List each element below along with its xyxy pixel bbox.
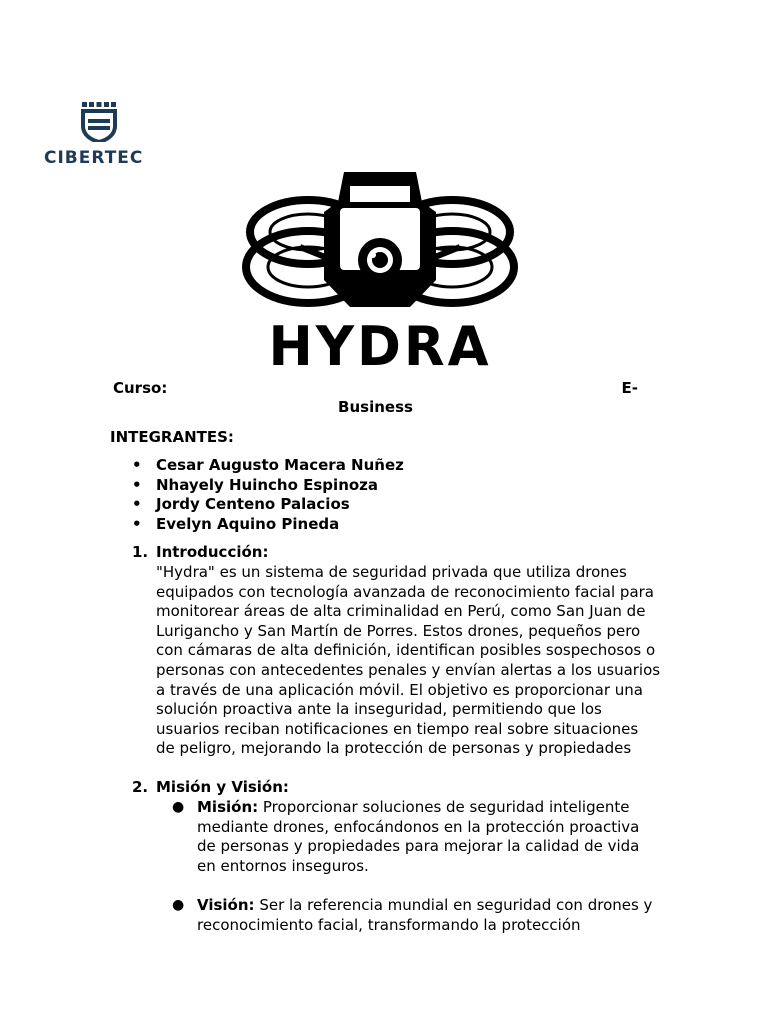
intro-paragraph: "Hydra" es un sistema de seguridad privada que utiliza drones equipados con tecnología avanzada de reconocimiento facial para monitorear áreas de alta criminalidad en Perú, como San Juan de Lurigancho y San Martín de Porres. Estos drones, pequeños pero con cámaras de alta definición, identifican posibles sospechosos o personas con antecedentes penales y envían alertas a los usuarios a través de una aplicación móvil. El objetivo es proporcionar una solución proactiva ante la inseguridad, permitiendo que los usuarios reciban notificaciones en tiempo real sobre situaciones de peligro, mejorando la protección de personas y propiedades xyxy=(156,563,661,758)
mission-text xyxy=(197,798,662,876)
list-item: • Nhayely Huincho Espinoza xyxy=(132,476,404,496)
list-item: • Jordy Centeno Palacios xyxy=(132,495,404,515)
drone-icon xyxy=(240,172,520,322)
shield-icon xyxy=(80,98,118,142)
course-value-end: Business xyxy=(338,398,413,416)
vision-label: Visión: xyxy=(197,896,255,914)
bullet-icon: ● xyxy=(172,799,185,815)
section-title: Introducción: xyxy=(156,543,269,561)
vision-text xyxy=(197,896,662,935)
intro-body xyxy=(156,563,661,759)
section-number: 2. xyxy=(132,778,149,796)
hydra-wordmark: HYDRA xyxy=(268,315,492,378)
logo-wordmark: CIBERTEC xyxy=(44,148,144,168)
mission-label: Misión: xyxy=(197,798,259,816)
cibertec-logo xyxy=(44,98,154,170)
bullet-icon: ● xyxy=(172,897,185,913)
course-label: Curso: xyxy=(113,379,168,397)
list-item: • Cesar Augusto Macera Nuñez xyxy=(132,456,404,476)
course-value-start: E- xyxy=(621,379,638,397)
section-number: 1. xyxy=(132,543,149,561)
mission-body: Proporcionar soluciones de seguridad inteligente mediante drones, enfocándonos en la protección proactiva de personas y propiedades para mejorar la calidad de vida en entornos inseguros. xyxy=(197,798,640,875)
hydra-emblem xyxy=(240,172,520,378)
members-title: INTEGRANTES: xyxy=(110,428,234,446)
section-title: Misión y Visión: xyxy=(156,778,289,796)
members-list xyxy=(132,456,404,534)
vision-body: Ser la referencia mundial en seguridad con drones y reconocimiento facial, transformando la protección xyxy=(197,896,653,934)
list-item: • Evelyn Aquino Pineda xyxy=(132,515,404,535)
